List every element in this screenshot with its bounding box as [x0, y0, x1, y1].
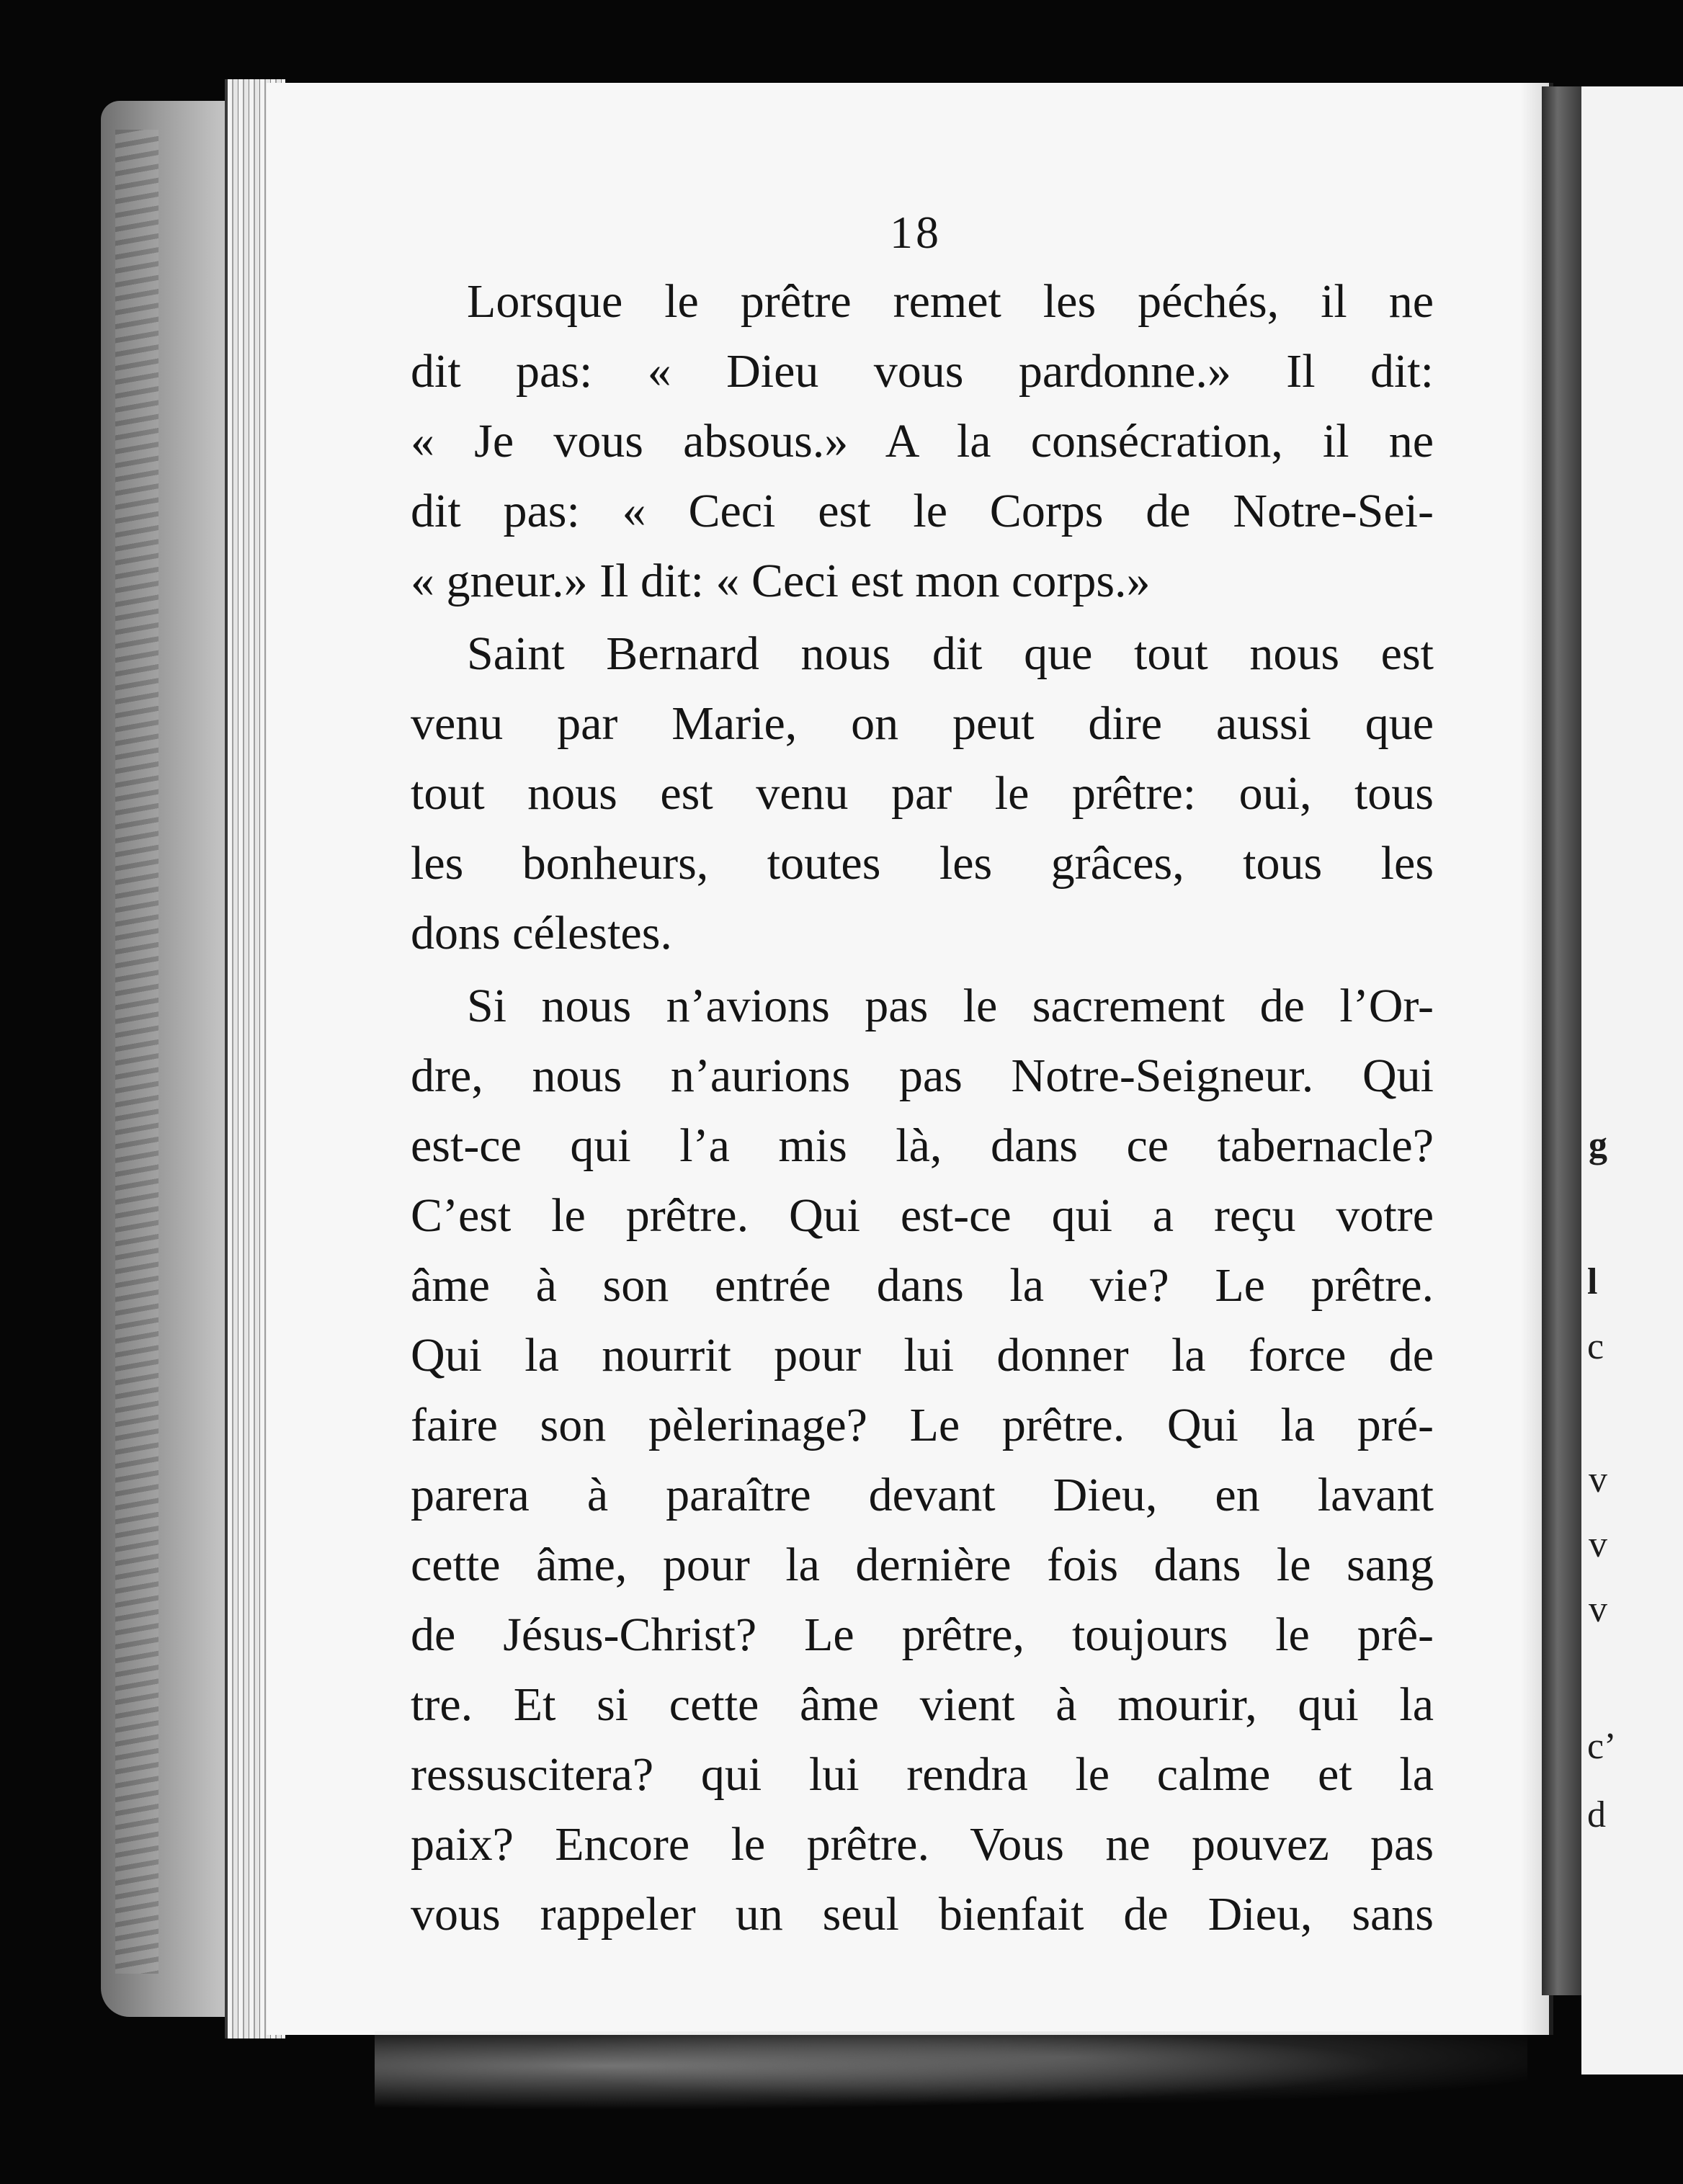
text-line: de Jésus-Christ? Le prêtre, toujours le prê-: [411, 1608, 1434, 1661]
text-line: vous rappeler un seul bienfait de Dieu, sans: [411, 1888, 1434, 1941]
page-number: 18: [890, 207, 942, 258]
text-line: ressuscitera? qui lui rendra le calme et la: [411, 1748, 1434, 1801]
text-line: Si nous n’avions pas le sacrement de l’Or-: [467, 980, 1434, 1032]
text-line: dons célestes.: [411, 907, 672, 959]
text-line: est-ce qui l’a mis là, dans ce tabernacle?: [411, 1119, 1434, 1172]
facing-fragment: v: [1589, 1459, 1607, 1500]
facing-fragment: d: [1587, 1794, 1606, 1835]
page-text: [411, 267, 1434, 1949]
facing-fragment: l: [1587, 1261, 1598, 1302]
facing-fragment: v: [1589, 1524, 1607, 1565]
text-line: venu par Marie, on peut dire aussi que: [411, 697, 1434, 750]
text-line: dit pas: « Ceci est le Corps de Notre-Sei-: [411, 485, 1434, 537]
text-line: tout nous est venu par le prêtre: oui, tous: [411, 767, 1434, 820]
text-line: « Je vous absous.» A la consécration, il ne: [411, 415, 1434, 467]
facing-fragment: c’: [1587, 1726, 1617, 1767]
text-line: C’est le prêtre. Qui est-ce qui a reçu votre: [411, 1189, 1434, 1242]
facing-fragment: c: [1587, 1326, 1604, 1367]
text-line: Lorsque le prêtre remet les péchés, il ne: [467, 275, 1434, 328]
text-line: les bonheurs, toutes les grâces, tous les: [411, 837, 1434, 890]
text-line: Qui la nourrit pour lui donner la force de: [411, 1329, 1434, 1382]
text-line: dit pas: « Dieu vous pardonne.» Il dit:: [411, 345, 1434, 398]
text-line: faire son pèlerinage? Le prêtre. Qui la pré-: [411, 1399, 1434, 1451]
text-line: tre. Et si cette âme vient à mourir, qui la: [411, 1678, 1434, 1731]
text-line: paix? Encore le prêtre. Vous ne pouvez pas: [411, 1818, 1434, 1871]
text-line: « gneur.» Il dit: « Ceci est mon corps.»: [411, 555, 1151, 607]
facing-fragment: g: [1589, 1124, 1607, 1165]
text-line: dre, nous n’aurions pas Notre-Seigneur. Qui: [411, 1050, 1434, 1102]
facing-page-fragment: [1581, 86, 1683, 2075]
text-line: cette âme, pour la dernière fois dans le sang: [411, 1539, 1434, 1591]
facing-fragment: v: [1589, 1589, 1607, 1630]
scan-debris: [375, 2031, 1527, 2118]
text-line: âme à son entrée dans la vie? Le prêtre.: [411, 1259, 1434, 1312]
text-line: parera à paraître devant Dieu, en lavant: [411, 1469, 1434, 1521]
book-gutter: [1542, 86, 1581, 1995]
text-line: Saint Bernard nous dit que tout nous est: [467, 627, 1434, 680]
